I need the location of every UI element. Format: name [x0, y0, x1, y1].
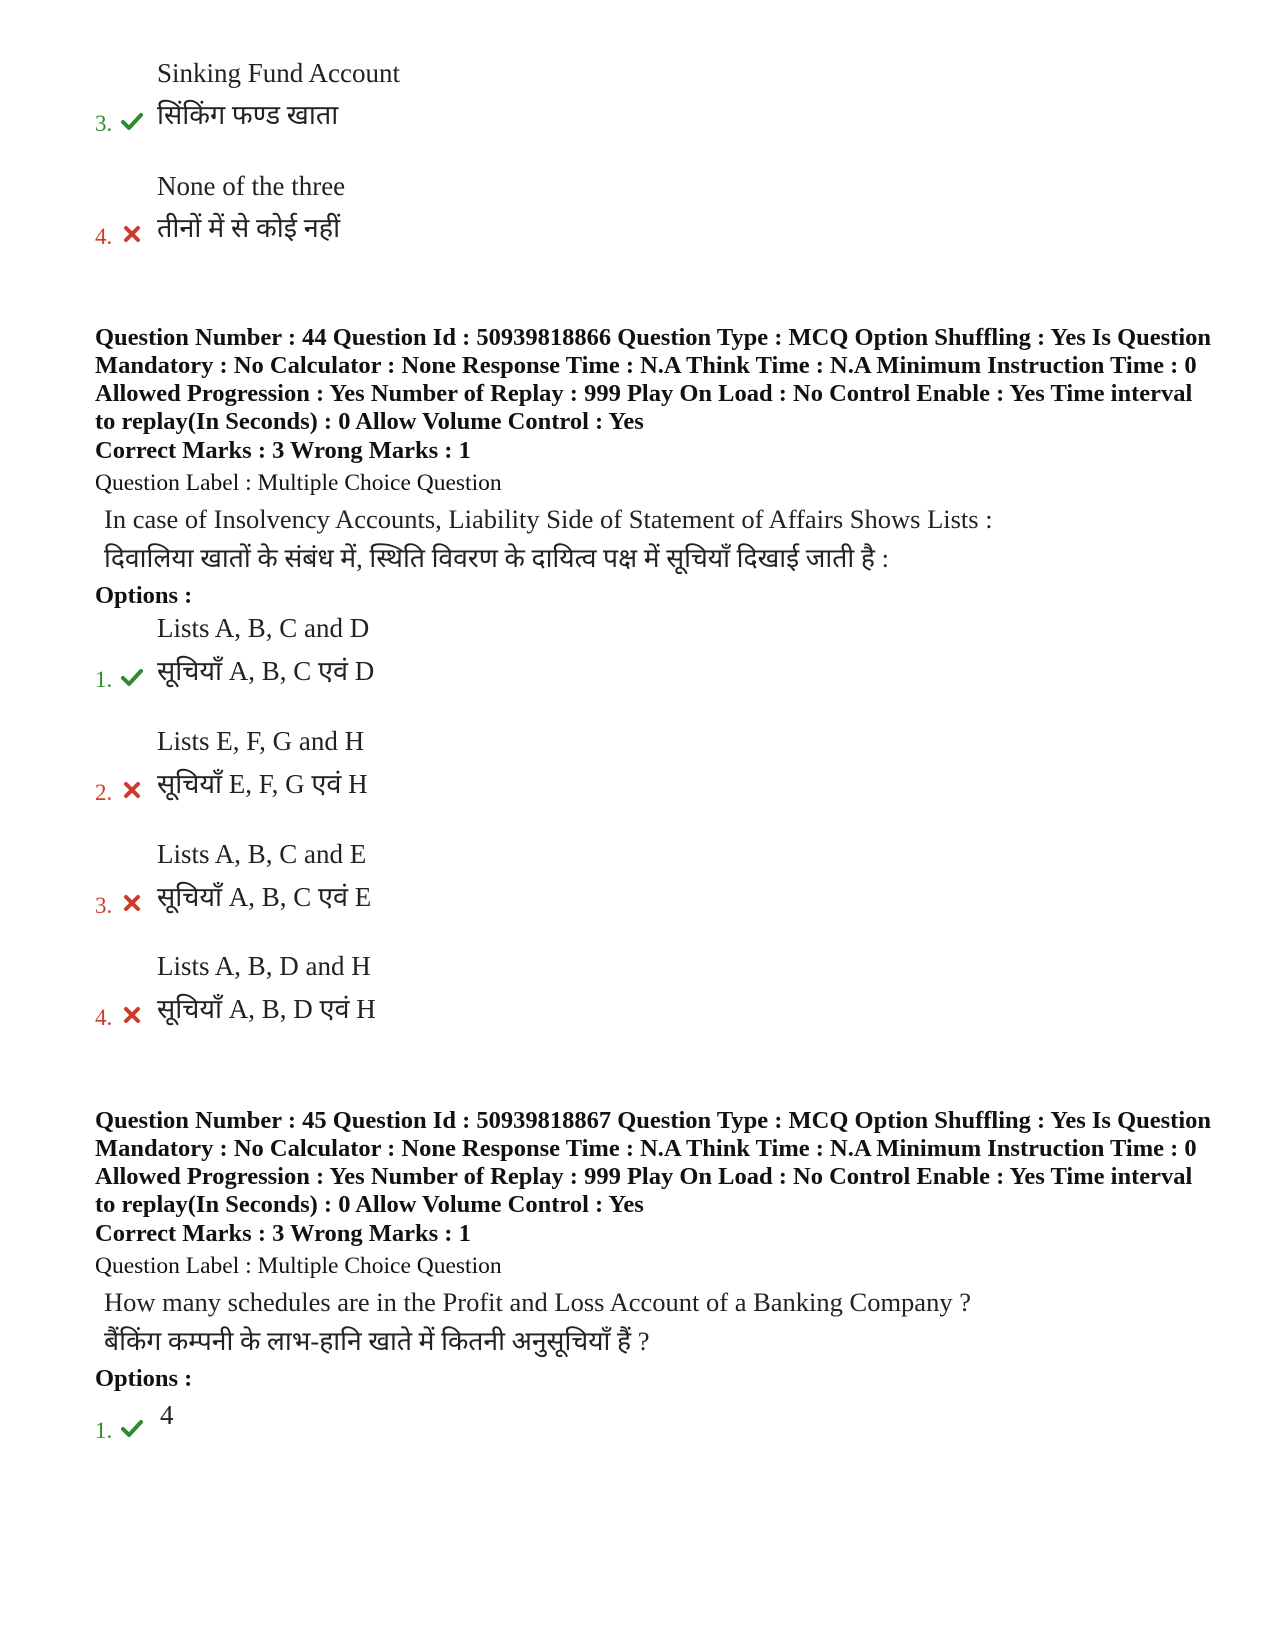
options-heading: Options : — [95, 1365, 193, 1392]
option-text-hi: तीनों में से कोई नहीं — [157, 213, 341, 243]
check-icon — [120, 665, 144, 689]
option-text-hi: सिंकिंग फण्ड खाता — [157, 100, 339, 130]
option-text-en: Lists A, B, D and H — [157, 951, 371, 981]
option-number: 3. — [95, 893, 113, 918]
option-number: 4. — [95, 224, 113, 249]
cross-icon — [120, 778, 144, 802]
question-marks: Correct Marks : 3 Wrong Marks : 1 — [95, 437, 471, 464]
option-text-hi: सूचियाँ A, B, D एवं H — [157, 994, 376, 1024]
cross-icon — [120, 222, 144, 246]
option-text-en: Lists A, B, C and D — [157, 613, 370, 643]
question-text-en: How many schedules are in the Profit and Loss Account of a Banking Company ? — [104, 1287, 971, 1317]
option-number: 2. — [95, 780, 113, 805]
option-text-en: Lists E, F, G and H — [157, 726, 365, 756]
option-number: 1. — [95, 667, 113, 692]
option-text-hi: सूचियाँ E, F, G एवं H — [157, 769, 368, 799]
question-marks: Correct Marks : 3 Wrong Marks : 1 — [95, 1220, 471, 1247]
question-text-en: In case of Insolvency Accounts, Liability Side of Statement of Affairs Shows Lists : — [104, 504, 993, 534]
question-label: Question Label : Multiple Choice Question — [95, 1253, 502, 1279]
question-text-hi: बैंकिंग कम्पनी के लाभ-हानि खाते में कितनी अनुसूचियाँ हैं ? — [104, 1326, 650, 1356]
question-label: Question Label : Multiple Choice Question — [95, 470, 502, 496]
question-header: Question Number : 45 Question Id : 50939818867 Question Type : MCQ Option Shuffling : Yes Is Question Mandatory : No Calculator : None Response Time : N.A Think Time : N.A Minimum Instruction Time : 0 Allowed Progression : Yes Number of Replay : 999 Play On Load : No Control Enable : Yes Time interval to replay(In Seconds) : 0 Allow Volume Control : Yes — [95, 1107, 1212, 1218]
option-text: 4 — [160, 1400, 174, 1430]
question-header: Question Number : 44 Question Id : 50939818866 Question Type : MCQ Option Shuffling : Yes Is Question Mandatory : No Calculator : None Response Time : N.A Think Time : N.A Minimum Instruction Time : 0 Allowed Progression : Yes Number of Replay : 999 Play On Load : No Control Enable : Yes Time interval to replay(In Seconds) : 0 Allow Volume Control : Yes — [95, 324, 1212, 435]
options-heading: Options : — [95, 582, 193, 609]
option-text-en: None of the three — [157, 171, 346, 201]
cross-icon — [120, 891, 144, 915]
option-text-en: Sinking Fund Account — [157, 58, 401, 88]
option-text-en: Lists A, B, C and E — [157, 839, 367, 869]
check-icon — [120, 1416, 144, 1440]
option-number: 1. — [95, 1418, 113, 1443]
option-number: 4. — [95, 1005, 113, 1030]
option-number: 3. — [95, 111, 113, 136]
cross-icon — [120, 1003, 144, 1027]
option-text-hi: सूचियाँ A, B, C एवं E — [157, 882, 372, 912]
question-text-hi: दिवालिया खातों के संबंध में, स्थिति विवरण के दायित्व पक्ष में सूचियाँ दिखाई जाती है : — [104, 543, 889, 573]
check-icon — [120, 109, 144, 133]
option-text-hi: सूचियाँ A, B, C एवं D — [157, 656, 375, 686]
